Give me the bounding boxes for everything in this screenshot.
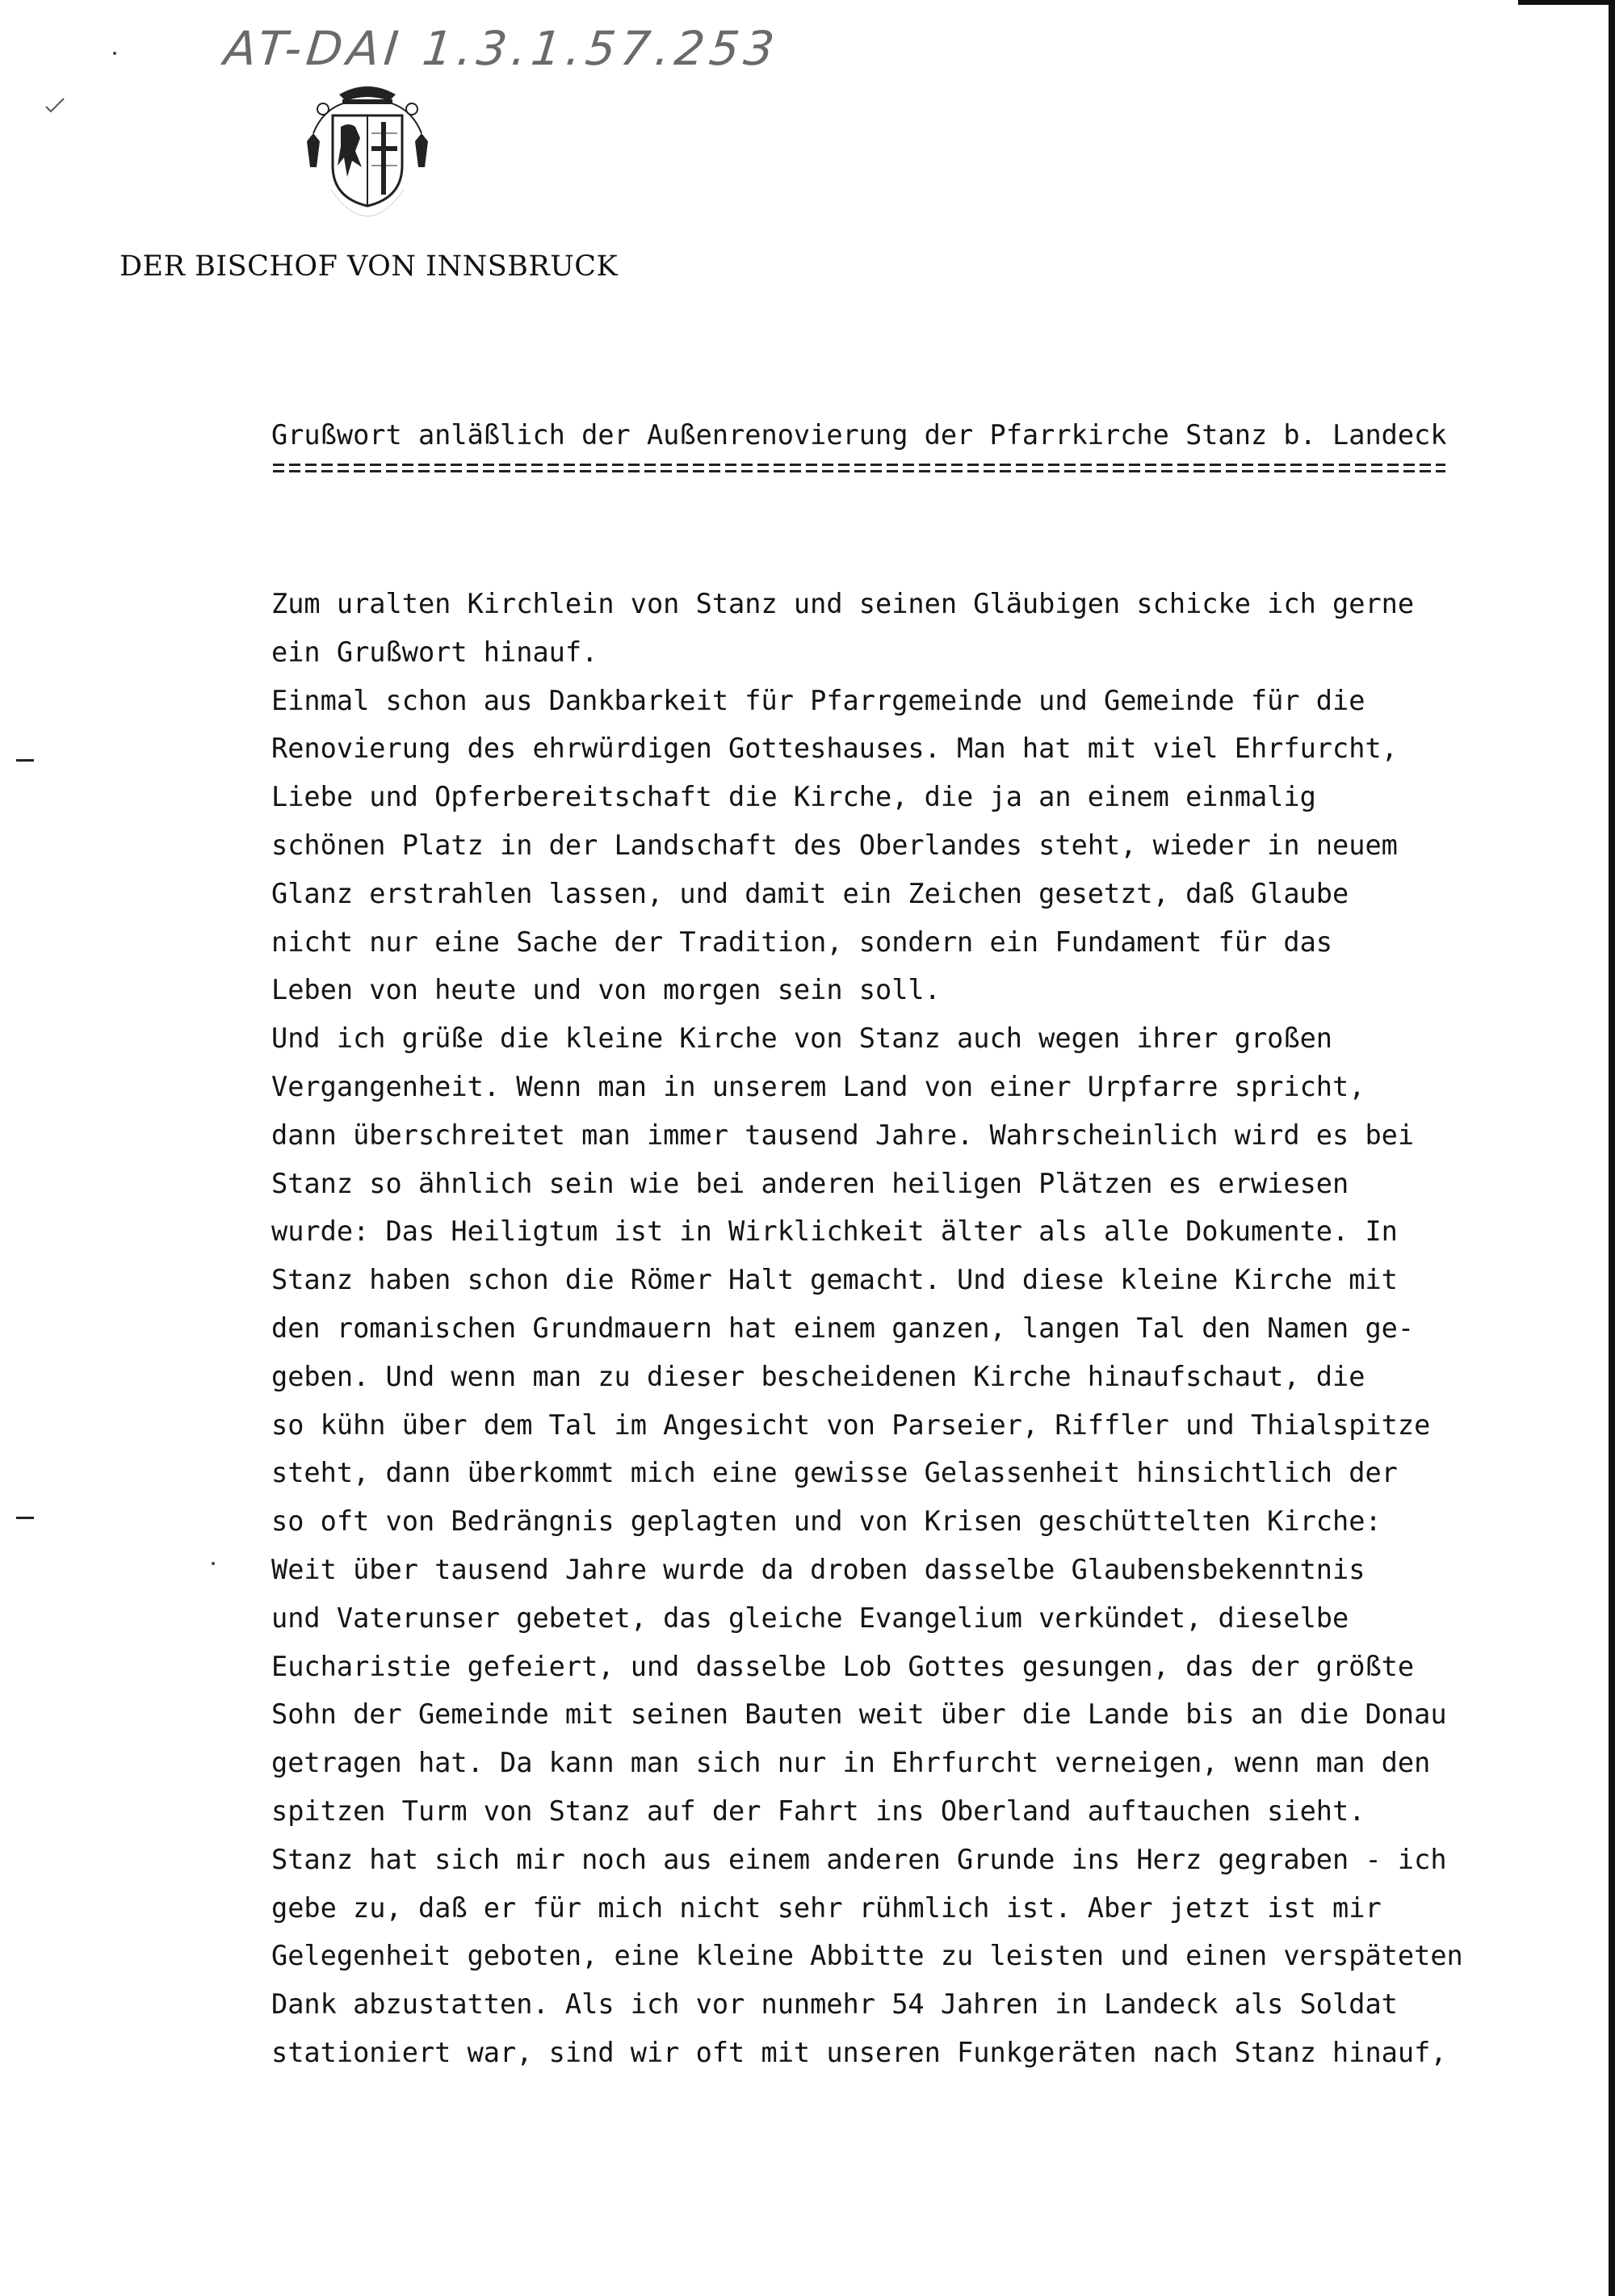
scan-speck xyxy=(113,52,116,55)
body-line: Weit über tausend Jahre wurde da droben dasselbe Glaubensbekenntnis xyxy=(271,1553,1365,1585)
body-line: Glanz erstrahlen lassen, und damit ein Zeichen gesetzt, daß Glaube xyxy=(271,877,1349,909)
body-line: Vergangenheit. Wenn man in unserem Land von einer Urpfarre spricht, xyxy=(271,1070,1365,1102)
body-line: Liebe und Opferbereitschaft die Kirche, die ja an einem einmalig xyxy=(271,781,1316,813)
body-line: Gelegenheit geboten, eine kleine Abbitte zu leisten und einen verspäteten xyxy=(271,1940,1463,1972)
body-line: spitzen Turm von Stanz auf der Fahrt ins Oberland auftauchen sieht. xyxy=(271,1794,1365,1827)
body-line: Stanz so ähnlich sein wie bei anderen heiligen Plätzen es erwiesen xyxy=(271,1167,1349,1199)
body-line: Eucharistie gefeiert, und dasselbe Lob Gottes gesungen, das der größte xyxy=(271,1650,1415,1682)
body-line: Einmal schon aus Dankbarkeit für Pfarrgemeinde und Gemeinde für die xyxy=(271,684,1365,716)
body-line: wurde: Das Heiligtum ist in Wirklichkeit älter als alle Dokumente. In xyxy=(271,1215,1398,1248)
body-line: stationiert war, sind wir oft mit unseren Funkgeräten nach Stanz hinauf, xyxy=(271,2036,1447,2068)
body-line: und Vaterunser gebetet, das gleiche Evangelium verkündet, dieselbe xyxy=(271,1601,1349,1634)
title-underline xyxy=(273,464,1445,474)
body-line: Und ich grüße die kleine Kirche von Stanz auch wegen ihrer großen xyxy=(271,1022,1333,1055)
body-line: Dank abzustatten. Als ich vor nunmehr 54 Jahren in Landeck als Soldat xyxy=(271,1988,1398,2021)
body-line: den romanischen Grundmauern hat einem ganzen, langen Tal den Namen ge- xyxy=(271,1312,1415,1344)
body-line: ein Grußwort hinauf. xyxy=(271,636,598,668)
coat-of-arms-icon xyxy=(291,77,444,238)
margin-mark xyxy=(16,759,34,762)
body-line: geben. Und wenn man zu dieser bescheidenen Kirche hinaufschaut, die xyxy=(271,1360,1365,1392)
letterhead: DER BISCHOF VON INNSBRUCK xyxy=(120,250,619,283)
body-line: getragen hat. Da kann man sich nur in Ehrfurcht verneigen, wenn man den xyxy=(271,1747,1431,1779)
scan-speck xyxy=(212,1562,215,1565)
body-line: so kühn über dem Tal im Angesicht von Parseier, Riffler und Thialspitze xyxy=(271,1408,1431,1441)
archive-signature: AT-DAI 1.3.1.57.253 xyxy=(221,21,782,76)
body-line: steht, dann überkommt mich eine gewisse Gelassenheit hinsichtlich der xyxy=(271,1457,1398,1489)
margin-mark xyxy=(16,1517,34,1519)
scan-edge-top xyxy=(1518,0,1615,5)
body-line: nicht nur eine Sache der Tradition, sondern ein Fundament für das xyxy=(271,926,1333,958)
body-line: Stanz haben schon die Römer Halt gemacht. Und diese kleine Kirche mit xyxy=(271,1264,1398,1296)
body-line: Renovierung des ehrwürdigen Gotteshauses. Man hat mit viel Ehrfurcht, xyxy=(271,732,1398,765)
body-line: Leben von heute und von morgen sein soll. xyxy=(271,974,941,1006)
tick-mark-icon xyxy=(44,95,65,116)
body-line: schönen Platz in der Landschaft des Oberlandes steht, wieder in neuem xyxy=(271,829,1398,861)
scan-edge-right xyxy=(1609,0,1615,2296)
body-line: gebe zu, daß er für mich nicht sehr rühmlich ist. Aber jetzt ist mir xyxy=(271,1891,1382,1924)
body-line: dann überschreitet man immer tausend Jahre. Wahrscheinlich wird es bei xyxy=(271,1119,1415,1151)
document-title: Grußwort anläßlich der Außenrenovierung der Pfarrkirche Stanz b. Landeck xyxy=(271,419,1447,451)
body-line: Sohn der Gemeinde mit seinen Bauten weit über die Lande bis an die Donau xyxy=(271,1698,1447,1731)
letter-body xyxy=(271,580,1463,2077)
body-line: Stanz hat sich mir noch aus einem anderen Grunde ins Herz gegraben - ich xyxy=(271,1843,1447,1875)
body-line: so oft von Bedrängnis geplagten und von Krisen geschüttelten Kirche: xyxy=(271,1505,1382,1538)
body-line: Zum uralten Kirchlein von Stanz und seinen Gläubigen schicke ich gerne xyxy=(271,588,1415,619)
